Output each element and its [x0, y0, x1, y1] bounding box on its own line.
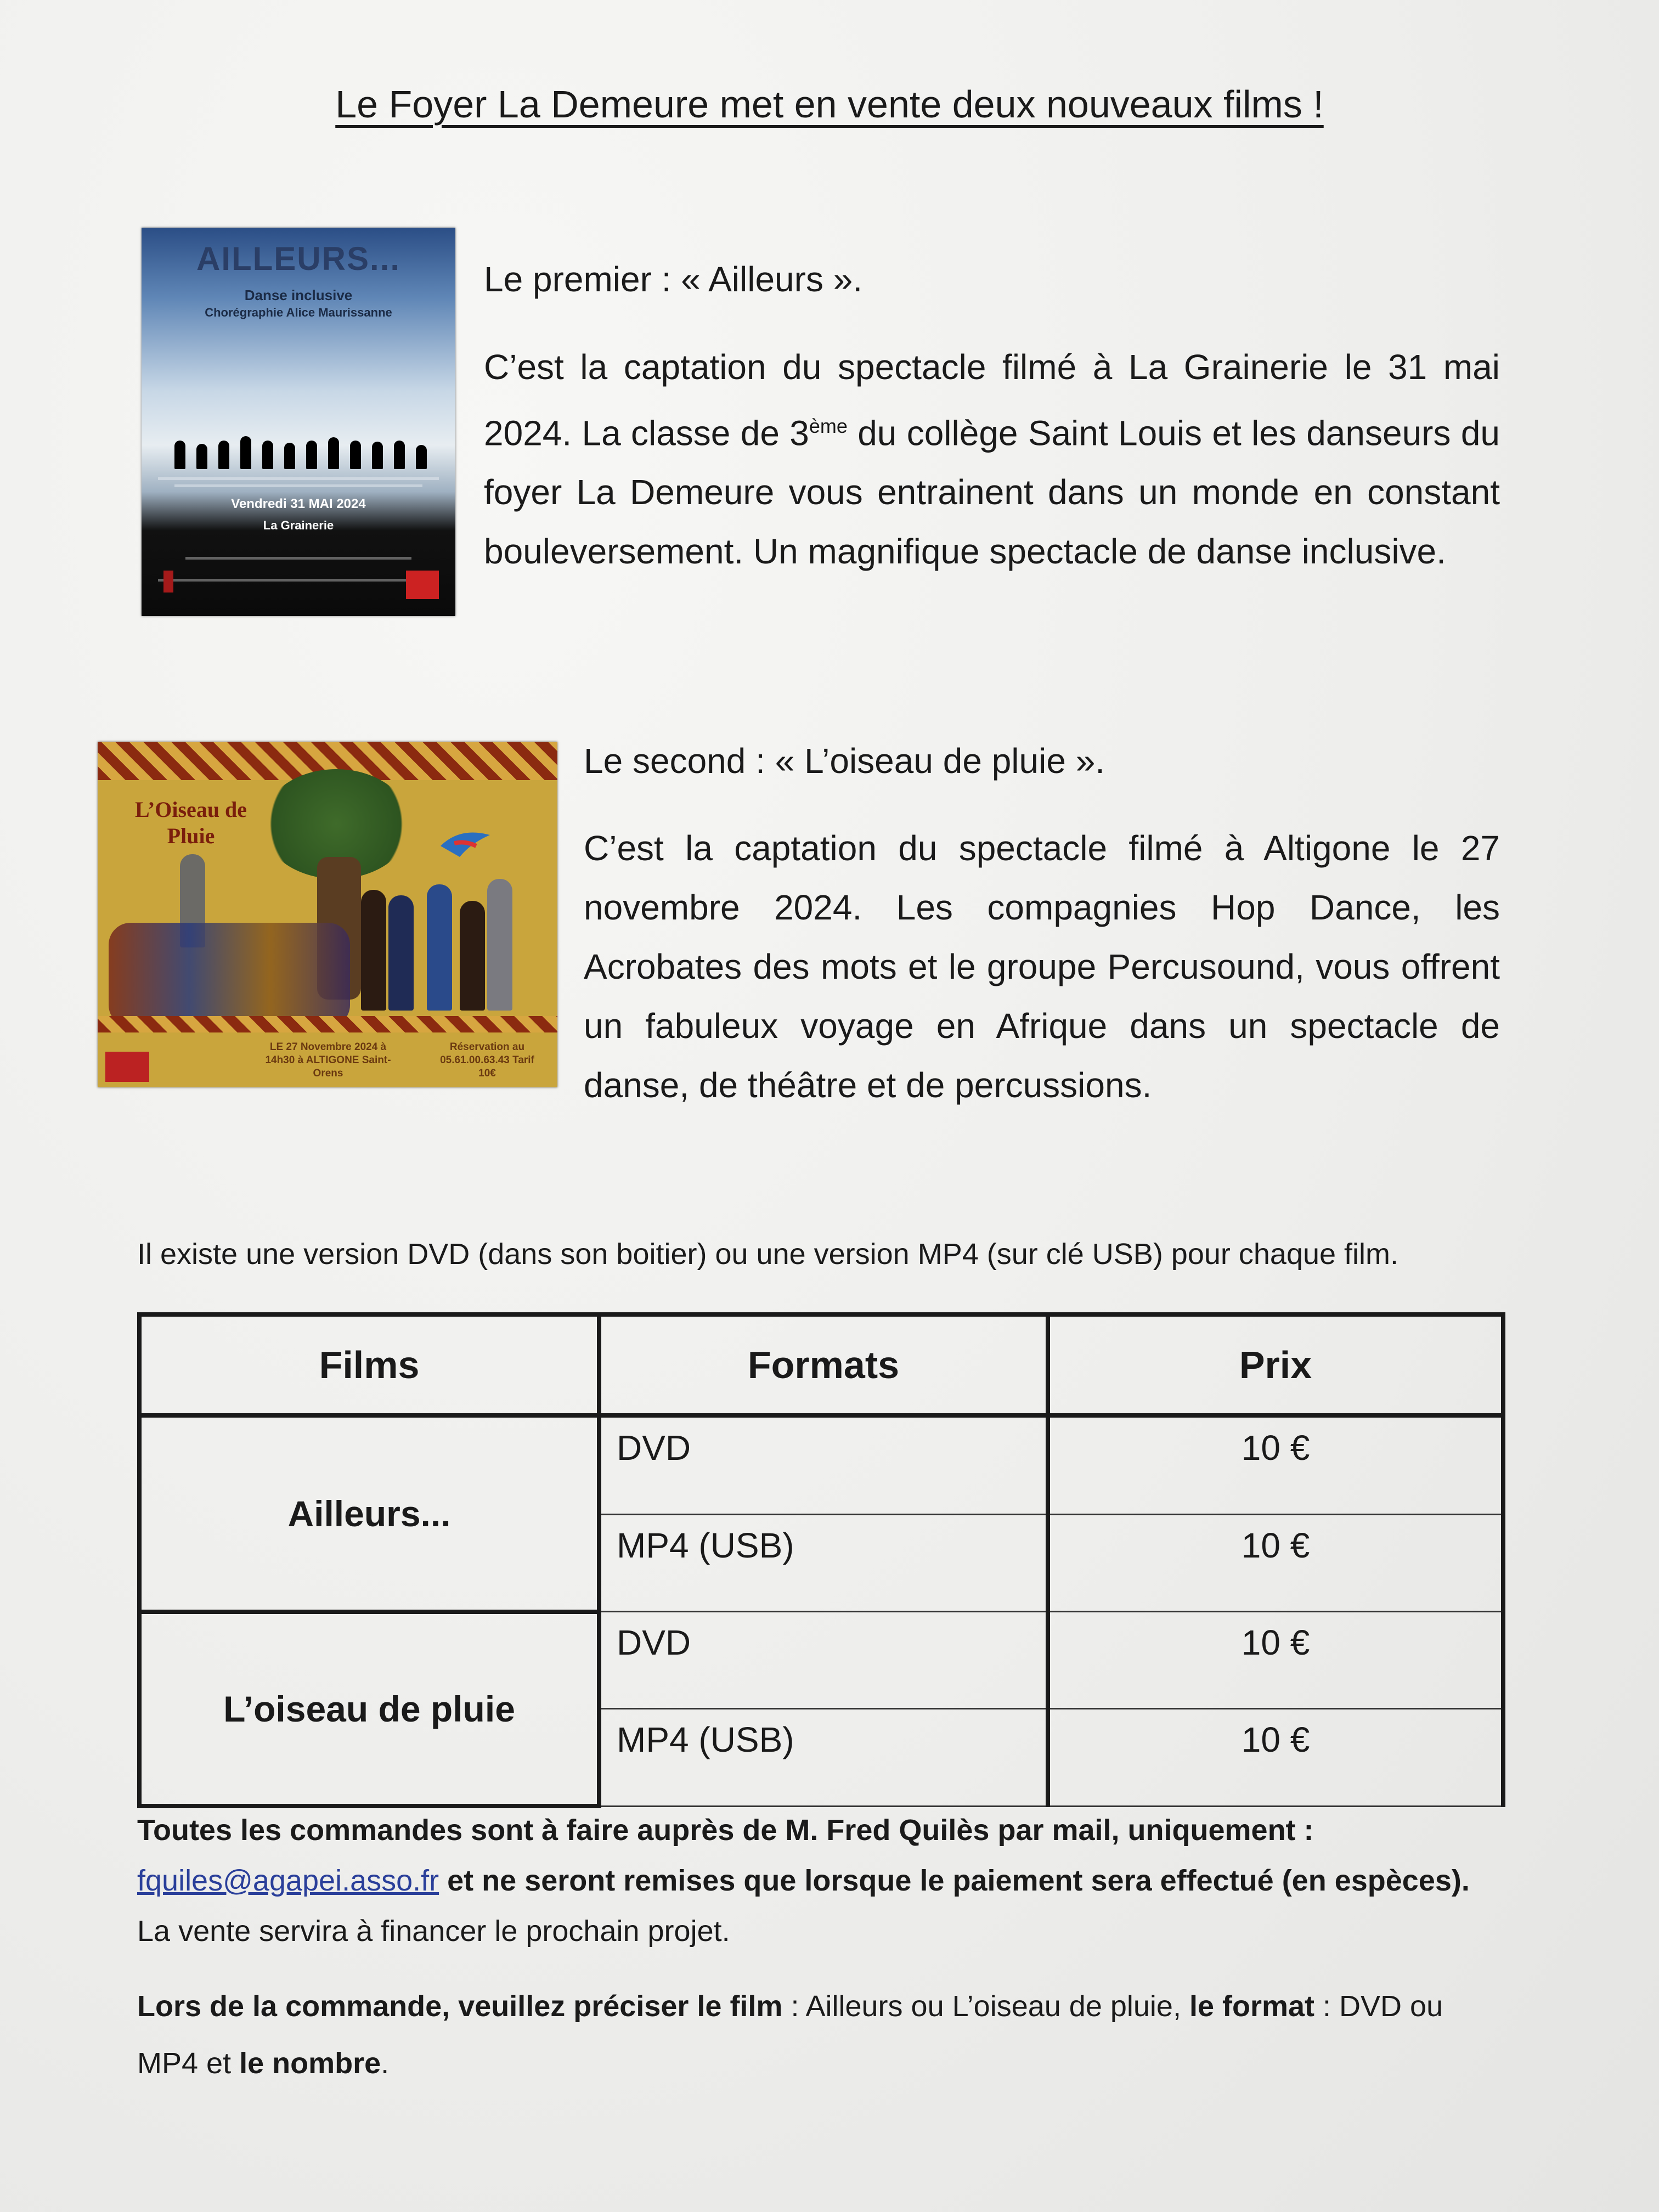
header-formats: Formats [599, 1314, 1048, 1415]
poster-booking-info: Réservation au 05.61.00.63.43 Tarif 10€ [440, 1041, 534, 1079]
table-row [139, 1612, 1503, 1709]
price-cell: 10 € [1048, 1514, 1503, 1611]
price-table [137, 1312, 1505, 1808]
poster-date: Vendredi 31 MAI 2024 [231, 496, 366, 511]
film1-lead: Le premier : « Ailleurs ». [484, 259, 863, 299]
header-films: Films [139, 1314, 599, 1415]
film-name-cell: Ailleurs... [139, 1415, 599, 1611]
order-instructions: Toutes les commandes sont à faire auprès de M. Fred Quilès par mail, uniquement : fquiles@agapei.asso.fr et ne seront remises que lorsque le paiement sera effectué (en espèces). La vente servira à financer le prochain projet. [137, 1814, 1470, 1948]
film-name-cell: L’oiseau de pluie [139, 1612, 599, 1806]
page-title: Le Foyer La Demeure met en vente deux nouveaux films ! [335, 83, 1324, 126]
format-cell: DVD [599, 1612, 1048, 1709]
price-cell: 10 € [1048, 1709, 1503, 1806]
film2-description: C’est la captation du spectacle filmé à Altigone le 27 novembre 2024. Les compagnies Hop Dance, les Acrobates des mots et le groupe Percusound, vous offrent un fabuleux voyage en Afrique dans un spectacle de danse, de théâtre et de percussions. [584, 828, 1500, 1105]
film2-lead: Le second : « L’oiseau de pluie ». [584, 741, 1105, 781]
format-cell: DVD [599, 1415, 1048, 1514]
table-row [139, 1415, 1503, 1514]
poster-subtitle: Danse inclusive [244, 287, 353, 303]
ailleurs-poster-image [142, 228, 455, 616]
poster-title: L’Oiseau de Pluie [134, 797, 247, 848]
format-cell: MP4 (USB) [599, 1709, 1048, 1806]
seated-dancers [109, 923, 350, 1027]
order-details-note: Lors de la commande, veuillez préciser le film : Ailleurs ou L’oiseau de pluie, le format : DVD ou MP4 et le nombre. [137, 1990, 1443, 2080]
film1-description: C’est la captation du spectacle filmé à La Grainerie le 31 mai 2024. La classe de 3ème du collège Saint Louis et les danseurs du foyer La Demeure vous entrainent dans un monde en constant bouleversement. Un magnifique spectacle de danse inclusive. [484, 347, 1500, 572]
poster-title: AILLEURS... [196, 240, 400, 277]
logo-icon [105, 1052, 149, 1082]
poster-venue: La Grainerie [263, 518, 334, 532]
dancer-silhouettes [142, 431, 455, 469]
format-cell: MP4 (USB) [599, 1514, 1048, 1611]
price-cell: 10 € [1048, 1415, 1503, 1514]
price-cell: 10 € [1048, 1612, 1503, 1709]
poster-date-info: LE 27 Novembre 2024 à 14h30 à ALTIGONE Saint-Orens [265, 1041, 391, 1079]
poster-choreographer: Chorégraphie Alice Maurissanne [205, 306, 392, 319]
versions-note: Il existe une version DVD (dans son boitier) ou une version MP4 (sur clé USB) pour chaque film. [137, 1238, 1399, 1271]
header-prix: Prix [1048, 1314, 1503, 1415]
oiseau-de-pluie-poster-image [98, 742, 557, 1087]
parrot-icon [438, 824, 493, 862]
email-link[interactable]: fquiles@agapei.asso.fr [137, 1864, 439, 1897]
table-header-row [139, 1314, 1503, 1415]
